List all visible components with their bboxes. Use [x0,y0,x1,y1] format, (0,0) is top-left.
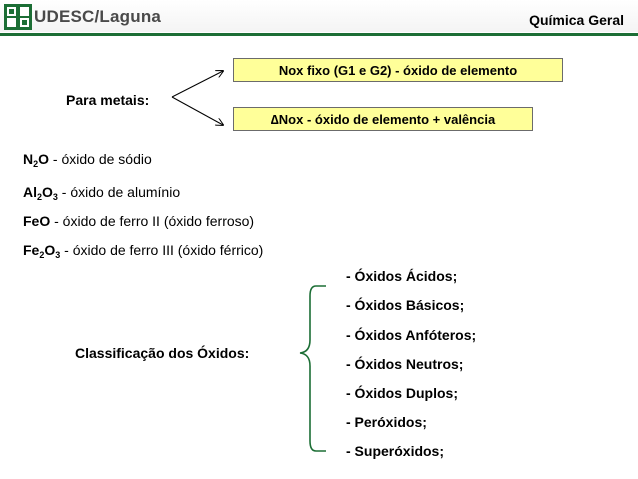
example-line-4: $Fe_2O_3$ - óxido de ferro III (óxido férrico) [23,242,264,260]
list-item: - Peróxidos; [346,414,427,430]
para-metais-label: Para metais: [66,92,150,108]
classification-brace [300,286,326,451]
logo-text: UDESC/Laguna [34,7,162,26]
arrow-to-nox-fixo [172,71,223,97]
list-item: - Óxidos Duplos; [346,385,458,401]
example-line-3: FeO - óxido de ferro II (óxido ferroso) [23,213,255,229]
list-item: - Óxidos Básicos; [346,297,465,313]
delta-nox-text: Nox - óxido de elemento + valência [278,111,496,127]
list-item: - Superóxidos; [346,443,445,459]
arrow-to-delta-nox [172,97,223,125]
page-title: Química Geral [529,12,624,28]
list-item: - Óxidos Neutros; [346,356,464,372]
example-line-1: $N_2O$ - óxido de sódio [23,151,152,169]
delta-symbol: ∆ [270,111,279,127]
list-item: - Óxidos Anfóteros; [346,327,477,343]
example-line-2: $Al_2O_3$ - óxido de alumínio [23,184,181,202]
list-item: - Óxidos Ácidos; [346,268,458,284]
classification-label: Classificação dos Óxidos: [75,345,250,361]
nox-fixo-text: Nox fixo (G1 e G2) - óxido de elemento [278,62,518,78]
